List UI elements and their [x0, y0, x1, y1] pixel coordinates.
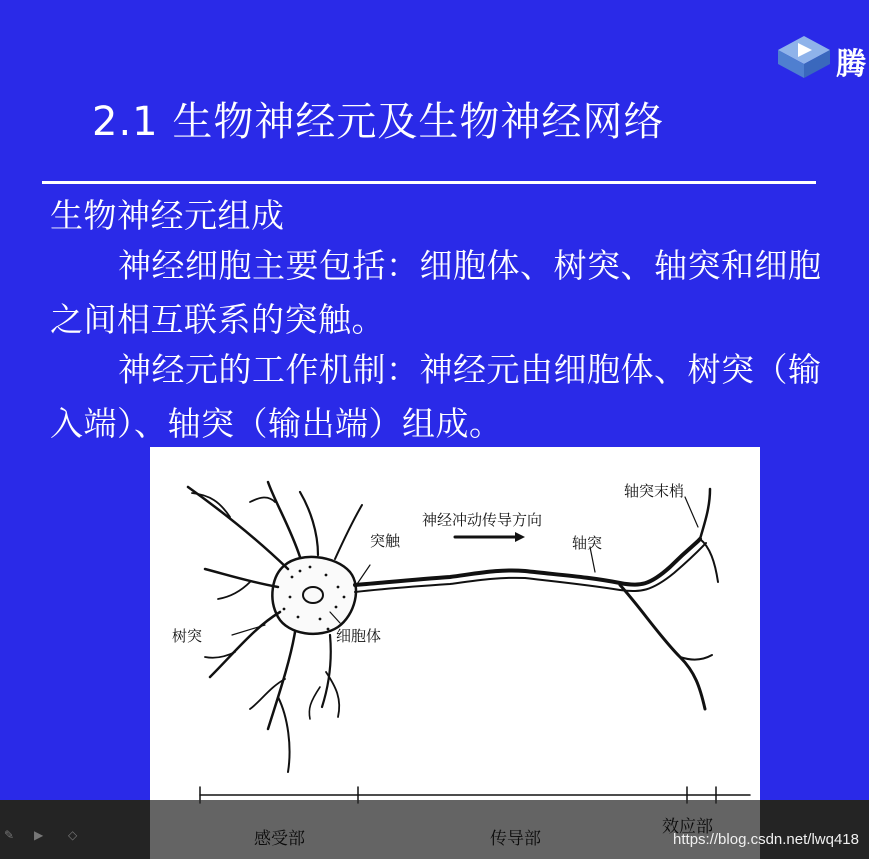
- paragraph-2-line-1: 神经元的工作机制：神经元由细胞体、树突（输: [118, 350, 822, 389]
- region-label-sensory: 感受部: [254, 829, 305, 849]
- soma-shape: [272, 557, 356, 634]
- player-control-bar: [0, 800, 869, 859]
- logo-brand-text: 腾: [836, 47, 866, 82]
- slide-title: 2.1 生物神经元及生物神经网络: [92, 99, 665, 145]
- synapse-label: 突触: [370, 532, 401, 550]
- play-control-icon[interactable]: ▶: [34, 828, 44, 842]
- pen-icon[interactable]: ✎: [4, 828, 15, 842]
- eraser-icon[interactable]: ◇: [68, 828, 78, 842]
- neuron-diagram: [150, 447, 760, 859]
- axon-terminal-label: 轴突末梢: [624, 482, 685, 500]
- dendrite-label: 树突: [172, 627, 203, 645]
- region-label-conduction: 传导部: [490, 829, 541, 849]
- section-heading: 生物神经元组成: [50, 196, 285, 235]
- play-logo-icon: [776, 34, 832, 80]
- title-divider: [42, 181, 816, 184]
- soma-label: 细胞体: [336, 627, 382, 645]
- video-platform-logo: [776, 34, 869, 80]
- direction-label: 神经冲动传导方向: [422, 511, 543, 529]
- paragraph-1-line-1: 神经细胞主要包括：细胞体、树突、轴突和细胞: [118, 246, 822, 285]
- paragraph-2-line-2: 入端）、轴突（输出端）组成。: [50, 404, 503, 443]
- paragraph-1-line-2: 之间相互联系的突触。: [50, 300, 385, 339]
- region-label-effector: 效应部: [662, 817, 713, 837]
- axon-label: 轴突: [572, 534, 603, 552]
- watermark-url: https://blog.csdn.net/lwq418: [673, 831, 859, 848]
